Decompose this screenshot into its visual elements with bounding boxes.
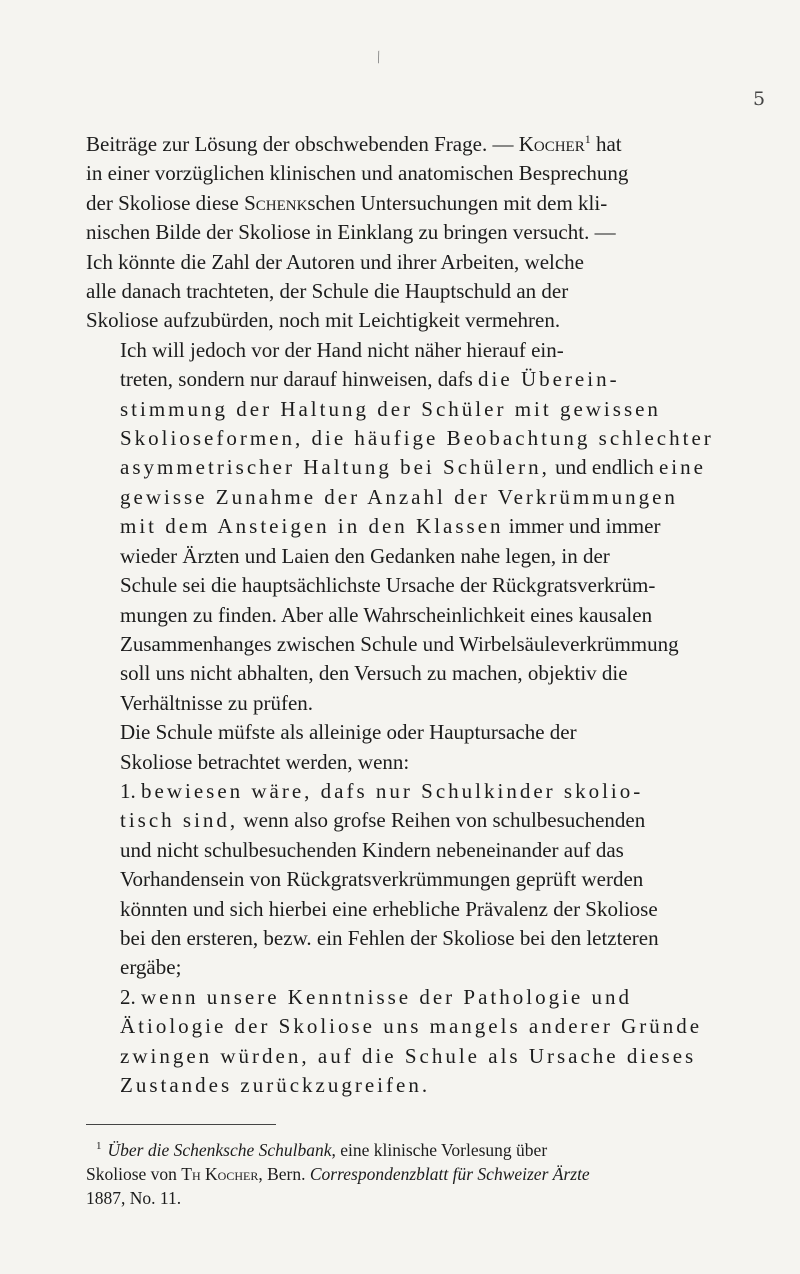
text-line [86, 365, 726, 394]
text-run: 1. [120, 778, 141, 803]
text-run: und nicht schulbesuchenden Kindern nebeneinander auf das [120, 837, 624, 862]
text-run: , Bern. [258, 1163, 310, 1184]
text-line [86, 836, 726, 865]
text-line [86, 748, 726, 777]
body-text [86, 130, 726, 1100]
text-run: nischen Bilde der Skoliose in Einklang zu bringen versucht. — [86, 220, 616, 245]
text-line [86, 983, 726, 1012]
text-line [86, 512, 726, 541]
text-run: in einer vorzüglichen klinischen und anatomischen Besprechung [86, 161, 629, 186]
text-run: Ich will jedoch vor der Hand nicht näher hierauf ein- [120, 337, 564, 362]
emphasized-text: bewiesen wäre, dafs nur Schulkinder skolio- [141, 778, 644, 803]
emphasized-text: asymmetrischer Haltung bei Schülern, [120, 455, 550, 480]
text-run: Die Schule müfste als alleinige oder Hauptursache der [120, 720, 577, 745]
text-run: 2. [120, 984, 141, 1009]
text-line [86, 336, 726, 365]
text-run: der Skoliose diese [86, 190, 245, 215]
text-run: bei den ersteren, bezw. ein Fehlen der Skoliose bei den letzteren [120, 925, 659, 950]
emphasized-text: tisch sind, [120, 808, 239, 833]
paragraph [86, 718, 726, 777]
text-line [86, 277, 726, 306]
text-line [86, 601, 726, 630]
text-line [86, 130, 726, 159]
text-line [86, 542, 726, 571]
text-line [86, 1012, 726, 1041]
text-line [86, 777, 726, 806]
footnote-number: 1 [96, 1140, 102, 1152]
text-run: könnten und sich hierbei eine erhebliche Prävalenz der Skoliose [120, 896, 658, 921]
text-run: 1887, No. 11. [86, 1187, 182, 1208]
text-run: Beiträge zur Lösung der obschwebenden Frage. — [86, 132, 519, 156]
footnote-line [86, 1162, 736, 1186]
text-run: Schule sei die hauptsächlichste Ursache der Rückgratsverkrüm- [120, 573, 656, 598]
footnote [86, 1134, 736, 1210]
text-line [86, 865, 726, 894]
text-run: Skoliose aufzubürden, noch mit Leichtigkeit vermehren. [86, 308, 561, 333]
text-line [86, 1042, 726, 1071]
emphasized-text: wenn unsere Kenntnisse der Pathologie und [141, 984, 633, 1009]
emphasized-text: Skolioseformen, die häufige Beobachtung schlechter [120, 426, 714, 451]
text-run: Verhältnisse zu prüfen. [120, 690, 314, 715]
text-line [86, 248, 726, 277]
author-name: Kocher [518, 132, 585, 156]
page-number: 5 [753, 88, 766, 110]
text-line [86, 953, 726, 982]
paragraph [86, 777, 726, 983]
emphasized-text: stimmung der Haltung der Schüler mit gewissen [120, 396, 661, 421]
text-run: und endlich [549, 455, 659, 480]
emphasized-text: Ätiologie der Skoliose uns mangels anderer Gründe [120, 1014, 703, 1039]
text-run: Ich könnte die Zahl der Autoren und ihrer Arbeiten, welche [86, 249, 584, 274]
text-run: alle danach trachteten, der Schule die Hauptschuld an der [86, 279, 569, 304]
text-run: Skoliose von [86, 1163, 182, 1184]
text-line [86, 1071, 726, 1100]
text-run: hat [590, 132, 622, 156]
text-run: schen Untersuchungen mit dem kli- [307, 190, 608, 215]
text-line [86, 924, 726, 953]
text-line [86, 424, 726, 453]
text-line [86, 689, 726, 718]
footnote-reference: 1 [584, 132, 591, 146]
corner-mark: ⁄ [374, 50, 385, 66]
italic-title: Über die Schenksche Schulbank [107, 1139, 332, 1160]
author-name: Th Kocher [181, 1163, 259, 1184]
text-run: wenn also grofse Reihen von schulbesuchenden [238, 808, 646, 833]
footnote-line [86, 1134, 736, 1162]
text-line [86, 895, 726, 924]
text-line [86, 189, 726, 218]
text-line [86, 159, 726, 188]
text-line [86, 453, 726, 482]
text-line [86, 483, 726, 512]
text-run: Vorhandensein von Rückgratsverkrümmungen geprüft werden [120, 867, 644, 892]
paragraph [86, 336, 726, 718]
text-run: ergäbe; [120, 955, 182, 980]
paragraph [86, 983, 726, 1101]
text-line [86, 659, 726, 688]
emphasized-text: zwingen würden, auf die Schule als Ursache dieses [120, 1043, 697, 1068]
text-line [86, 395, 726, 424]
text-line [86, 806, 726, 835]
text-run: wieder Ärzten und Laien den Gedanken nahe legen, in der [120, 543, 610, 568]
footnote-divider [86, 1124, 276, 1125]
italic-title: Correspondenzblatt für Schweizer Ärzte [309, 1163, 590, 1184]
text-run: , eine klinische Vorlesung über [331, 1139, 548, 1160]
text-line [86, 718, 726, 747]
text-run: immer und immer [503, 514, 661, 539]
text-run: Skoliose betrachtet werden, wenn: [120, 749, 410, 774]
emphasized-text: mit dem Ansteigen in den Klassen [120, 514, 504, 539]
text-line [86, 218, 726, 247]
author-name: Schenk [244, 190, 308, 215]
paragraph [86, 130, 726, 336]
text-run: mungen zu finden. Aber alle Wahrscheinlichkeit eines kausalen [120, 602, 653, 627]
emphasized-text: Zustandes zurückzugreifen. [120, 1073, 431, 1097]
emphasized-text: die Überein- [478, 367, 620, 392]
footnote-line [86, 1186, 736, 1210]
text-run: soll uns nicht abhalten, den Versuch zu machen, objektiv die [120, 661, 628, 686]
text-line [86, 571, 726, 600]
text-run: treten, sondern nur darauf hinweisen, dafs [120, 367, 479, 392]
text-line [86, 306, 726, 335]
text-run: Zusammenhanges zwischen Schule und Wirbelsäuleverkrümmung [120, 631, 679, 656]
emphasized-text: gewisse Zunahme der Anzahl der Verkrümmungen [120, 484, 678, 509]
emphasized-text: eine [658, 455, 706, 480]
text-line [86, 630, 726, 659]
